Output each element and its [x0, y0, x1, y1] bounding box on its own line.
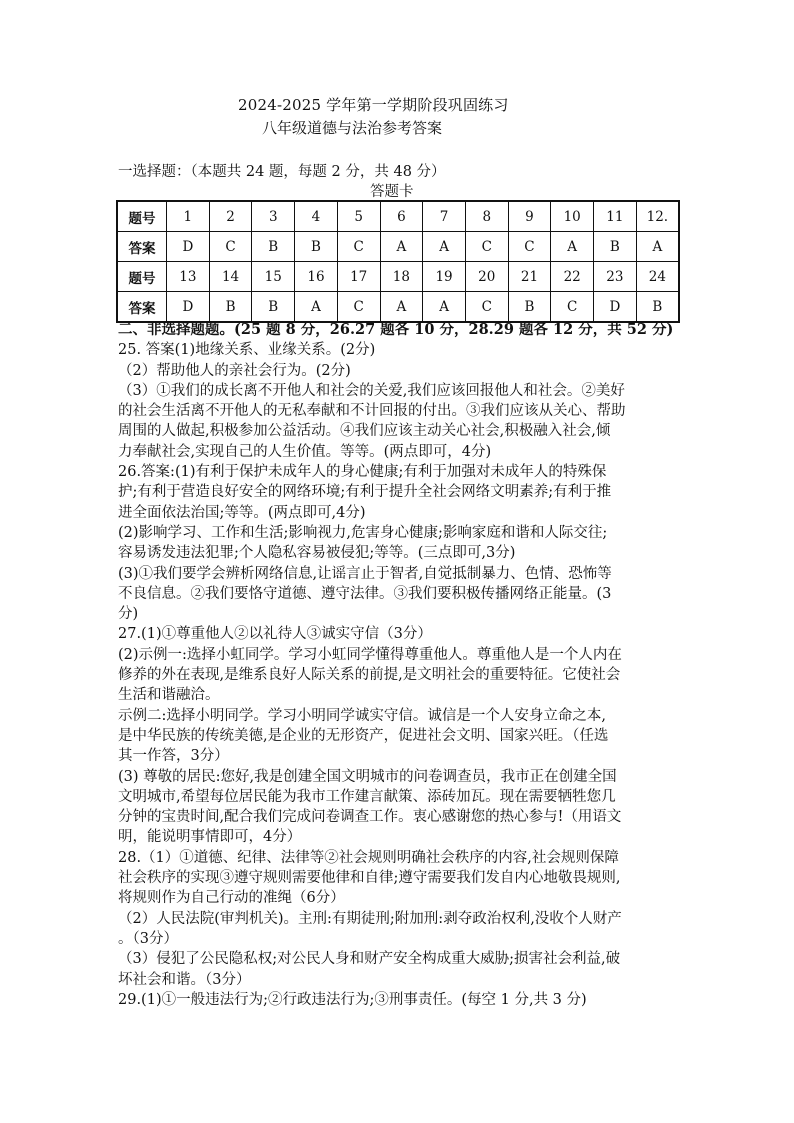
answer-text-line: 护;有利于营造良好安全的网络环境;有利于提升全社会网络文明素养;有利于推	[118, 484, 612, 501]
row-label-question: 题号	[117, 201, 167, 232]
answer-card-table	[116, 200, 680, 323]
question-number-cell: 6	[380, 201, 423, 232]
section2-heading: 二、非选择题题。(25 题 8 分，26.27 题各 10 分，28.29 题各 12 分，共 52 分)	[118, 321, 674, 338]
answer-cell: C	[337, 292, 380, 323]
answer-cell: A	[380, 292, 423, 323]
answer-cell: A	[380, 232, 423, 262]
answer-card-title: 答题卡	[370, 184, 414, 200]
answer-cell: B	[252, 292, 295, 323]
question-number-cell: 19	[423, 262, 466, 292]
row-label-answer: 答案	[117, 232, 167, 262]
answer-text-line: (3)①我们要学会辨析网络信息,让谣言止于智者,自觉抵制暴力、色情、恐怖等	[118, 565, 612, 582]
question-number-cell: 22	[551, 262, 594, 292]
question-number-cell: 14	[209, 262, 252, 292]
answer-cell: B	[636, 292, 679, 323]
question-number-cell: 18	[380, 262, 423, 292]
question-number-row	[117, 262, 679, 292]
answer-cell: B	[295, 232, 338, 262]
question-number-cell: 9	[508, 201, 551, 232]
answer-text-line: 26.答案:(1)有利于保护未成年人的身心健康;有利于加强对未成年人的特殊保	[118, 464, 607, 481]
answer-text-line: 的社会生活离不开他人的无私奉献和不计回报的付出。③我们应该从关心、帮助	[118, 403, 626, 420]
answer-text-line: 明，能说明事情即可，4分）	[118, 829, 302, 846]
answer-text-line: 分)	[118, 606, 139, 623]
answer-text-line: 修养的外在表现,是维系良好人际关系的前提,是文明社会的重要特征。它使社会	[118, 667, 621, 684]
answer-lines	[118, 340, 680, 1010]
answer-cell: B	[508, 292, 551, 323]
answer-text-line: 生活和谐融洽。	[118, 687, 220, 704]
answer-cell: A	[551, 232, 594, 262]
answer-text-line: 其一作答，3分）	[118, 748, 229, 765]
answer-text-line: 周围的人做起,积极参加公益活动。④我们应该主动关心社会,积极融入社会,倾	[118, 423, 611, 440]
answer-cell: D	[594, 292, 637, 323]
answer-cell: A	[295, 292, 338, 323]
answer-cell: C	[209, 232, 252, 262]
answer-text-line: 不良信息。②我们要恪守道德、遵守法律。③我们要积极传播网络正能量。(3	[118, 585, 612, 602]
question-number-cell: 12.	[636, 201, 679, 232]
question-number-cell: 10	[551, 201, 594, 232]
question-number-cell: 7	[423, 201, 466, 232]
answer-text-line: （3）侵犯了公民隐私权;对公民人身和财产安全构成重大威胁;损害社会利益,破	[118, 951, 621, 968]
question-number-cell: 1	[167, 201, 210, 232]
question-number-cell: 16	[295, 262, 338, 292]
question-number-cell: 2	[209, 201, 252, 232]
answer-text-line: 容易诱发违法犯罪;个人隐私容易被侵犯;等等。(三点即可,3分)	[118, 545, 516, 562]
row-label-answer: 答案	[117, 292, 167, 323]
question-number-cell: 5	[337, 201, 380, 232]
question-number-cell: 8	[465, 201, 508, 232]
answer-text-line: 28.（1）①道德、纪律、法律等②社会规则明确社会秩序的内容,社会规则保障	[118, 849, 619, 866]
question-number-row	[117, 201, 679, 232]
answer-cell: D	[167, 232, 210, 262]
answer-text-line: 进全面依法治国;等等。(两点即可,4分)	[118, 504, 366, 521]
question-number-cell: 23	[594, 262, 637, 292]
answer-text-line: 。（3分）	[118, 930, 178, 947]
answer-cell: A	[423, 292, 466, 323]
answer-text-line: 25. 答案(1)地缘关系、业缘关系。(2分)	[118, 342, 376, 359]
row-label-question: 题号	[117, 262, 167, 292]
question-number-cell: 20	[465, 262, 508, 292]
answer-text-line: （2）人民法院(审判机关)。主刑:有期徒刑;附加刑:剥夺政治权利,没收个人财产	[118, 910, 622, 927]
answer-text-line: 力奉献社会,实现自己的人生价值。等等。(两点即可，4分)	[118, 443, 492, 460]
answer-cell: C	[465, 232, 508, 262]
question-number-cell: 13	[167, 262, 210, 292]
answer-text-line: (2)示例一:选择小虹同学。学习小虹同学懂得尊重他人。尊重他人是一个人内在	[118, 646, 622, 663]
answer-row	[117, 232, 679, 262]
answer-cell: B	[594, 232, 637, 262]
answer-text-line: （2）帮助他人的亲社会行为。(2分)	[118, 362, 351, 379]
answer-cell: C	[465, 292, 508, 323]
question-number-cell: 3	[252, 201, 295, 232]
question-number-cell: 11	[594, 201, 637, 232]
section1-heading: 一选择题：（本题共 24 题，每题 2 分，共 48 分）	[118, 164, 446, 180]
answer-text-line: 社会秩序的实现③遵守规则需要他律和自律;遵守需要我们发自内心地敬畏规则,	[118, 870, 621, 887]
answer-cell: B	[209, 292, 252, 323]
answer-text-line: 是中华民族的传统美德,是企业的无形资产，促进社会文明、国家兴旺。（任选	[118, 727, 609, 744]
answer-cell: A	[636, 232, 679, 262]
question-number-cell: 4	[295, 201, 338, 232]
answer-text-line: 29.(1)①一般违法行为;②行政违法行为;③刑事责任。(每空 1 分,共 3 分)	[118, 991, 587, 1008]
section2-content	[118, 320, 680, 1010]
answer-cell: C	[337, 232, 380, 262]
answer-cell: A	[423, 232, 466, 262]
question-number-cell: 15	[252, 262, 295, 292]
answer-text-line: 文明城市,希望每位居民能为我市工作建言献策、添砖加瓦。现在需要牺牲您几	[118, 788, 616, 805]
answer-text-line: 示例二:选择小明同学。学习小明同学诚实守信。诚信是一个人安身立命之本,	[118, 707, 606, 724]
answer-text-line: 27.(1)①尊重他人②以礼待人③诚实守信（3分）	[118, 626, 432, 643]
answer-text-line: 分钟的宝贵时间,配合我们完成问卷调查工作。衷心感谢您的热心参与!（用语文	[118, 809, 622, 826]
answer-text-line: 坏社会和谐。（3分）	[118, 971, 251, 988]
answer-cell: B	[252, 232, 295, 262]
question-number-cell: 24	[636, 262, 679, 292]
doc-title-line1: 2024-2025 学年第一学期阶段巩固练习	[238, 96, 509, 114]
answer-text-line: (2)影响学习、工作和生活;影响视力,危害身心健康;影响家庭和谐和人际交往;	[118, 524, 608, 541]
answer-cell: C	[551, 292, 594, 323]
question-number-cell: 21	[508, 262, 551, 292]
doc-title-line2: 八年级道德与法治参考答案	[262, 119, 443, 137]
answer-cell: D	[167, 292, 210, 323]
question-number-cell: 17	[337, 262, 380, 292]
answer-row	[117, 292, 679, 323]
answer-cell: C	[508, 232, 551, 262]
answer-text-line: （3）①我们的成长离不开他人和社会的关爱,我们应该回报他人和社会。②美好	[118, 382, 625, 399]
answer-text-line: 将规则作为自己行动的准绳（6分）	[118, 890, 345, 907]
answer-text-line: (3) 尊敬的居民:您好,我是创建全国文明城市的问卷调查员，我市正在创建全国	[118, 768, 617, 785]
